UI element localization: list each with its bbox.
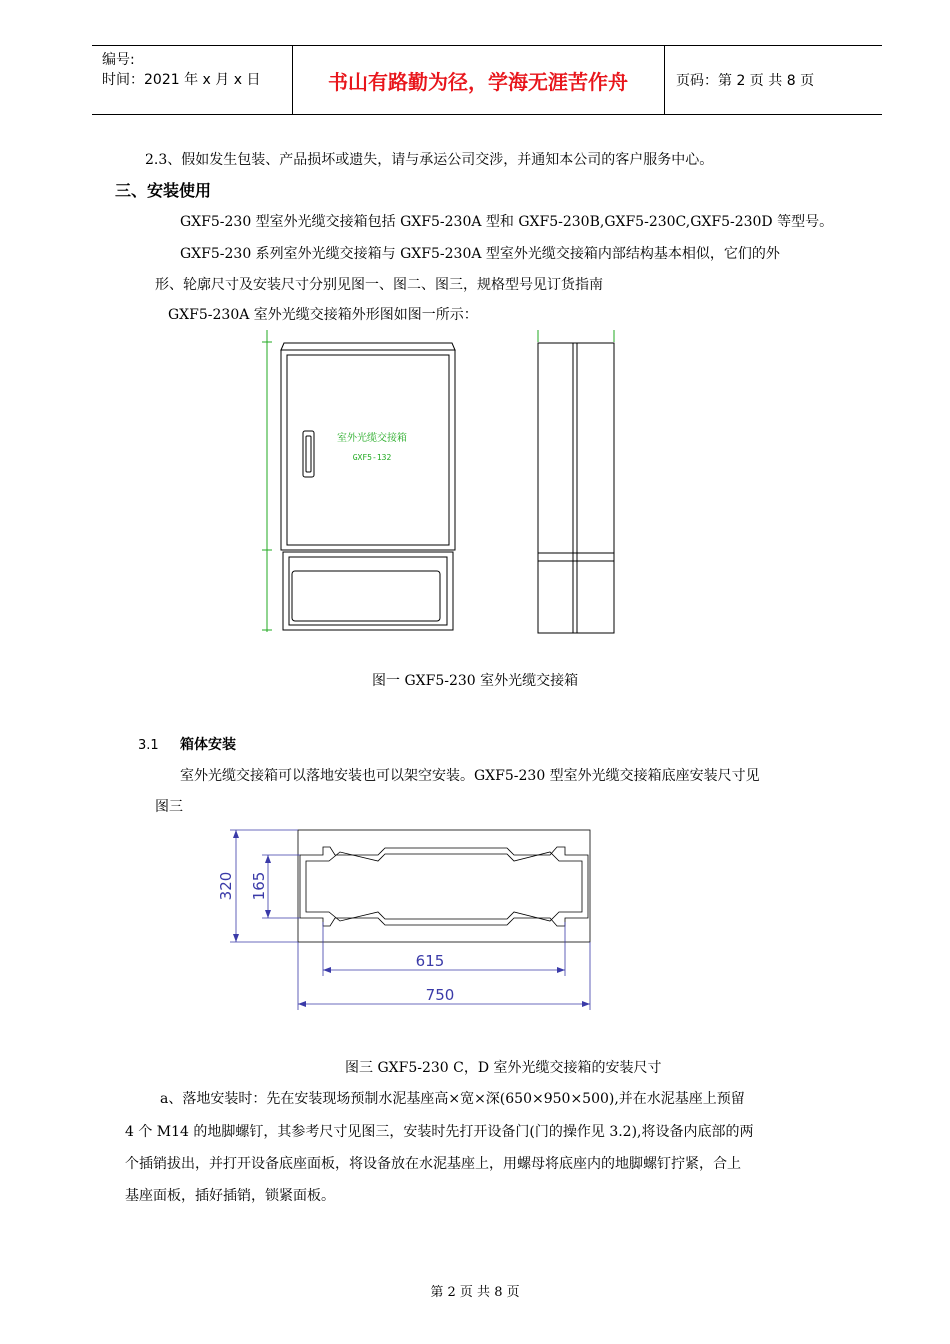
base-outline (298, 830, 590, 942)
para-a-line-2: 4 个 M14 的地脚螺钉，其参考尺寸见图三，安装时先打开设备门(门的操作见 3.2),将设备内底部的两 (125, 1124, 754, 1140)
subsection-3-1-title: 箱体安装 (180, 737, 236, 753)
para-2-line-2: 形、轮廓尺寸及安装尺寸分别见图一、图二、图三，规格型号见订货指南 (155, 277, 603, 293)
subsection-3-1-number: 3.1 (138, 738, 159, 753)
para-1: GXF5-230 型室外光缆交接箱包括 GXF5-230A 型和 GXF5-230B,GXF5-230C,GXF5-230D 等型号。 (180, 214, 834, 230)
section-3-title: 三、安装使用 (115, 181, 212, 200)
figure-3-caption: 图三 GXF5-230 C，D 室外光缆交接箱的安装尺寸 (345, 1060, 662, 1076)
para-4-line-2: 图三 (155, 799, 183, 815)
time-label: 时间：2021 年 x 月 x 日 (102, 72, 261, 88)
number-label: 编号: (102, 52, 135, 68)
figure-1-caption: 图一 GXF5-230 室外光缆交接箱 (372, 673, 579, 689)
para-4-line-1: 室外光缆交接箱可以落地安装也可以架空安装。GXF5-230 型室外光缆交接箱底座安装尺寸见 (180, 768, 760, 784)
para-2-3: 2.3、假如发生包装、产品损坏或遗失，请与承运公司交涉，并通知本公司的客户服务中心。 (145, 152, 714, 168)
page-footer: 第 2 页 共 8 页 (430, 1285, 520, 1300)
header-motto: 书山有路勤为径，学海无涯苦作舟 (328, 69, 628, 94)
cabinet-label: 室外光缆交接箱 (337, 433, 407, 444)
para-a-line-1: a、落地安装时：先在安装现场预制水泥基座高×宽×深(650×950×500),并在水泥基座上预留 (160, 1091, 745, 1107)
para-a-line-3: 个插销拔出，并打开设备底座面板，将设备放在水泥基座上，用螺母将底座内的地脚螺钉拧紧，合上 (125, 1156, 741, 1172)
dimension-615-label: 615 (415, 952, 445, 970)
dimension-750-label: 750 (425, 986, 455, 1004)
header-page-info: 页码：第 2 页 共 8 页 (676, 73, 815, 89)
para-3: GXF5-230A 室外光缆交接箱外形图如图一所示： (168, 307, 478, 323)
cabinet-model-label: GXF5-132 (352, 453, 392, 462)
para-a-line-4: 基座面板，插好插销，锁紧面板。 (125, 1188, 335, 1204)
dimension-165-label: 165 (250, 871, 268, 901)
dimension-lines (230, 830, 590, 1010)
para-2-line-1: GXF5-230 系列室外光缆交接箱与 GXF5-230A 型室外光缆交接箱内部结构基本相似，它们的外 (180, 246, 780, 262)
dimension-320-label: 320 (217, 871, 235, 901)
